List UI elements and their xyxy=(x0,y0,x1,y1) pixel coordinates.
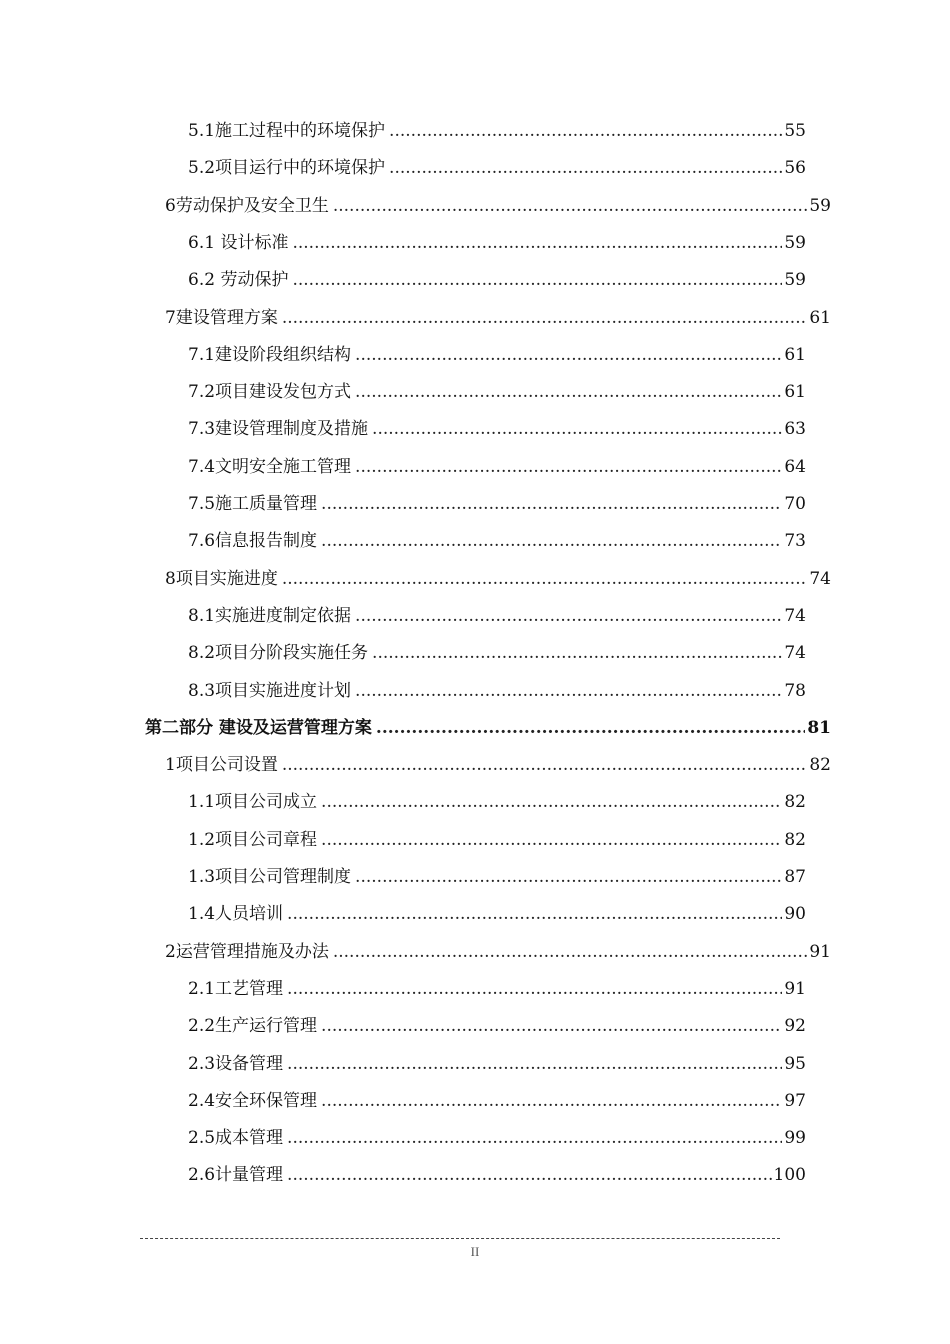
toc-entry-title: 7.6信息报告制度 xyxy=(188,531,318,552)
toc-entry[interactable] xyxy=(188,262,806,299)
toc-entry-title: 7.1建设阶段组织结构 xyxy=(188,344,352,365)
toc-entry[interactable] xyxy=(188,374,806,411)
toc-entry-title: 8.3项目实施进度计划 xyxy=(188,680,352,701)
dot-leader xyxy=(287,1046,782,1083)
toc-entry-page: 59 xyxy=(809,195,831,216)
toc-entry[interactable] xyxy=(188,784,806,821)
toc-entry-page: 99 xyxy=(784,1128,806,1149)
toc-entry-page: 78 xyxy=(784,680,806,701)
toc-entry-title: 6.2 劳动保护 xyxy=(188,270,289,291)
toc-entry-page: 95 xyxy=(784,1053,806,1074)
toc-entry-page: 82 xyxy=(809,755,831,776)
toc-entry[interactable] xyxy=(188,411,806,448)
toc-entry[interactable] xyxy=(188,113,806,150)
toc-entry[interactable] xyxy=(165,934,831,971)
toc-entry[interactable] xyxy=(165,300,831,337)
toc-entry[interactable] xyxy=(165,188,831,225)
toc-entry-page: 81 xyxy=(807,717,831,738)
dot-leader xyxy=(333,934,808,971)
dot-leader xyxy=(321,784,782,821)
toc-entry-page: 73 xyxy=(784,531,806,552)
toc-entry-title: 2.2生产运行管理 xyxy=(188,1016,318,1037)
toc-entry-title: 7建设管理方案 xyxy=(165,307,278,328)
toc-entry[interactable] xyxy=(165,561,831,598)
toc-entry[interactable] xyxy=(188,1083,806,1120)
dot-leader xyxy=(282,747,808,784)
toc-entry[interactable] xyxy=(188,1008,806,1045)
toc-entry-page: 56 xyxy=(784,158,806,179)
toc-entry-title: 2运营管理措施及办法 xyxy=(165,941,329,962)
toc-entry-title: 1.2项目公司章程 xyxy=(188,829,318,850)
toc-entry-page: 91 xyxy=(784,978,806,999)
toc-entry-page: 100 xyxy=(773,1165,806,1186)
toc-entry-title: 1.1项目公司成立 xyxy=(188,792,318,813)
toc-entry-title: 7.3建设管理制度及措施 xyxy=(188,419,369,440)
toc-entry-title: 2.5成本管理 xyxy=(188,1128,284,1149)
dot-leader xyxy=(292,262,782,299)
dot-leader xyxy=(321,486,782,523)
toc-entry-title: 5.1施工过程中的环境保护 xyxy=(188,121,386,141)
toc-entry-page: 61 xyxy=(784,344,806,365)
dot-leader xyxy=(389,113,782,150)
toc-entry[interactable] xyxy=(188,598,806,635)
toc-entry-page: 64 xyxy=(784,456,806,477)
toc-entry-page: 90 xyxy=(784,904,806,925)
toc-entry[interactable] xyxy=(188,337,806,374)
toc-entry-title: 8.1实施进度制定依据 xyxy=(188,605,352,626)
toc-entry-title: 8项目实施进度 xyxy=(165,568,278,589)
toc-entry[interactable] xyxy=(188,1046,806,1083)
toc-entry-title: 1项目公司设置 xyxy=(165,755,278,776)
toc-entry-page: 59 xyxy=(784,232,806,253)
toc-entry[interactable] xyxy=(165,747,831,784)
toc-entry-title: 第二部分 建设及运营管理方案 xyxy=(145,717,372,738)
toc-entry-page: 55 xyxy=(784,121,806,141)
toc-entry[interactable] xyxy=(145,710,831,747)
dot-leader xyxy=(355,374,782,411)
dot-leader xyxy=(389,150,782,187)
toc-entry[interactable] xyxy=(188,449,806,486)
dot-leader xyxy=(321,523,782,560)
toc-entry-page: 74 xyxy=(784,605,806,626)
toc-entry-title: 8.2项目分阶段实施任务 xyxy=(188,643,369,664)
toc-entry-page: 97 xyxy=(784,1090,806,1111)
toc-entry-page: 74 xyxy=(809,568,831,589)
toc-entry[interactable] xyxy=(188,971,806,1008)
dot-leader xyxy=(355,598,782,635)
toc-entry-title: 7.4文明安全施工管理 xyxy=(188,456,352,477)
toc-entry[interactable] xyxy=(188,225,806,262)
toc-entry-title: 5.2项目运行中的环境保护 xyxy=(188,158,386,179)
toc-entry-page: 59 xyxy=(784,270,806,291)
page-number: II xyxy=(470,1244,480,1259)
toc-entry[interactable] xyxy=(188,1157,806,1194)
toc-entry[interactable] xyxy=(188,896,806,933)
dot-leader xyxy=(355,449,782,486)
dot-leader xyxy=(355,337,782,374)
toc-entry[interactable] xyxy=(188,150,806,187)
toc-entry-page: 61 xyxy=(784,382,806,403)
dot-leader xyxy=(321,1008,782,1045)
toc-entry[interactable] xyxy=(188,1120,806,1157)
toc-entry-page: 70 xyxy=(784,494,806,514)
dot-leader xyxy=(372,635,782,672)
toc-entry[interactable] xyxy=(188,673,806,710)
toc-entry-title: 1.3项目公司管理制度 xyxy=(188,867,352,887)
toc-entry-title: 2.3设备管理 xyxy=(188,1053,284,1074)
footer-divider xyxy=(140,1238,780,1239)
toc-entry[interactable] xyxy=(188,859,806,896)
dot-leader xyxy=(282,561,808,598)
toc-entry-page: 63 xyxy=(784,419,806,440)
dot-leader xyxy=(372,411,782,448)
dot-leader xyxy=(287,1157,772,1194)
toc-entry[interactable] xyxy=(188,523,806,560)
dot-leader xyxy=(321,822,782,859)
dot-leader xyxy=(287,1120,782,1157)
toc-entry-page: 82 xyxy=(784,829,806,850)
toc-entry-title: 6劳动保护及安全卫生 xyxy=(165,195,329,216)
dot-leader xyxy=(355,859,782,896)
toc-entry-title: 2.4安全环保管理 xyxy=(188,1090,318,1111)
toc-entry-title: 1.4人员培训 xyxy=(188,904,284,925)
toc-entry-page: 92 xyxy=(784,1016,806,1037)
toc-entry-title: 2.1工艺管理 xyxy=(188,978,284,999)
dot-leader xyxy=(321,1083,782,1120)
toc-entry-title: 6.1 设计标准 xyxy=(188,232,289,253)
dot-leader xyxy=(287,896,782,933)
toc-entry[interactable] xyxy=(188,486,806,523)
toc-entry-page: 82 xyxy=(784,792,806,813)
toc-entry-page: 91 xyxy=(809,941,831,962)
toc-entry[interactable] xyxy=(188,635,806,672)
dot-leader xyxy=(287,971,782,1008)
toc-entry-title: 7.5施工质量管理 xyxy=(188,494,318,514)
toc-entry-page: 87 xyxy=(784,867,806,887)
dot-leader xyxy=(376,710,805,747)
toc-entry[interactable] xyxy=(188,822,806,859)
dot-leader xyxy=(333,188,808,225)
toc-entry-title: 7.2项目建设发包方式 xyxy=(188,382,352,403)
dot-leader xyxy=(292,225,782,262)
dot-leader xyxy=(355,673,782,710)
toc-entry-page: 74 xyxy=(784,643,806,664)
toc-entry-page: 61 xyxy=(809,307,831,328)
dot-leader xyxy=(282,300,808,337)
toc-entry-title: 2.6计量管理 xyxy=(188,1165,284,1186)
